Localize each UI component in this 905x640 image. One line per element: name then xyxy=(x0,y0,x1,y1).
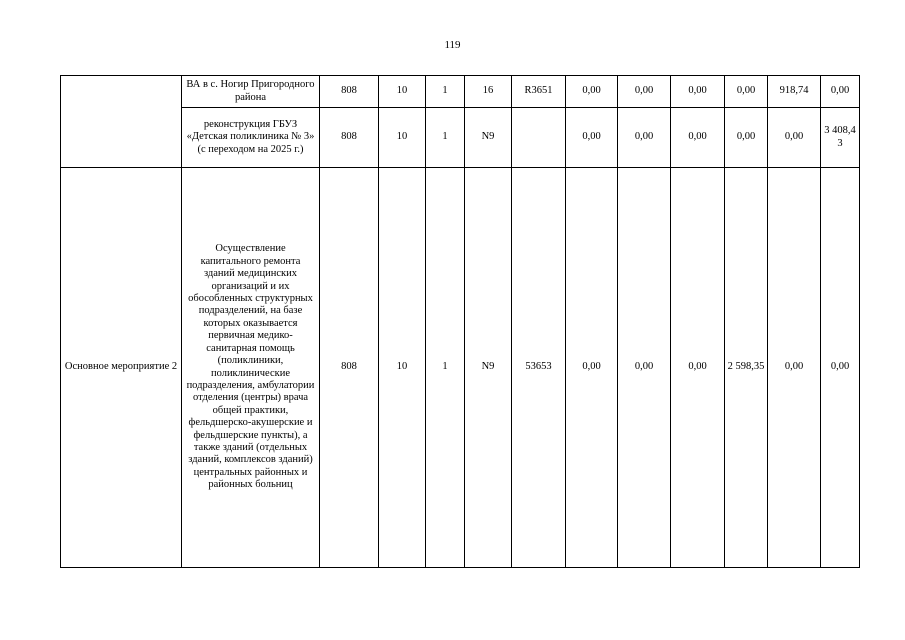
program-cell: 16 xyxy=(465,76,512,108)
grbs-cell: 808 xyxy=(320,108,379,168)
value-cell: 3 408,43 xyxy=(821,108,860,168)
program-cell: N9 xyxy=(465,108,512,168)
pr-cell: 1 xyxy=(426,108,465,168)
program-cell: N9 xyxy=(465,168,512,568)
value-cell: 0,00 xyxy=(725,76,768,108)
direction-cell: R3651 xyxy=(512,76,566,108)
event-cell xyxy=(61,76,182,168)
value-cell: 0,00 xyxy=(618,108,671,168)
budget-table xyxy=(60,75,860,568)
name-cell: ВА в с. Ногир Пригородного района xyxy=(182,76,320,108)
pr-cell: 1 xyxy=(426,76,465,108)
value-cell: 0,00 xyxy=(618,76,671,108)
value-cell: 0,00 xyxy=(671,168,725,568)
rz-cell: 10 xyxy=(379,76,426,108)
name-cell: Осуществление капитального ремонта зданий медицинских организаций и их обособленных структурных подразделений, на базе которых оказывается первичная медико-санитарная помощь (поликлиники, поликлинические подразделения, амбулатории отделения (центры) врача общей практики, фельдшерско-акушерские и фельдшерские пункты), а также зданий (отдельных зданий, комплексов зданий) центральных районных и районных больниц xyxy=(182,168,320,568)
value-cell: 0,00 xyxy=(618,168,671,568)
table-row xyxy=(61,168,860,568)
rz-cell: 10 xyxy=(379,108,426,168)
value-cell: 0,00 xyxy=(821,76,860,108)
value-cell: 2 598,35 xyxy=(725,168,768,568)
grbs-cell: 808 xyxy=(320,168,379,568)
value-cell: 0,00 xyxy=(725,108,768,168)
pr-cell: 1 xyxy=(426,168,465,568)
direction-cell xyxy=(512,108,566,168)
value-cell: 0,00 xyxy=(566,108,618,168)
table-row xyxy=(61,76,860,108)
value-cell: 0,00 xyxy=(566,76,618,108)
value-cell: 0,00 xyxy=(821,168,860,568)
name-cell: реконструкция ГБУЗ «Детская поликлиника № 3» (с переходом на 2025 г.) xyxy=(182,108,320,168)
value-cell: 0,00 xyxy=(671,76,725,108)
value-cell: 0,00 xyxy=(768,108,821,168)
value-cell: 918,74 xyxy=(768,76,821,108)
grbs-cell: 808 xyxy=(320,76,379,108)
value-cell: 0,00 xyxy=(768,168,821,568)
value-cell: 0,00 xyxy=(671,108,725,168)
value-cell: 0,00 xyxy=(566,168,618,568)
page-number: 119 xyxy=(444,39,461,51)
event-cell: Основное мероприятие 2 xyxy=(61,168,182,568)
direction-cell: 53653 xyxy=(512,168,566,568)
rz-cell: 10 xyxy=(379,168,426,568)
